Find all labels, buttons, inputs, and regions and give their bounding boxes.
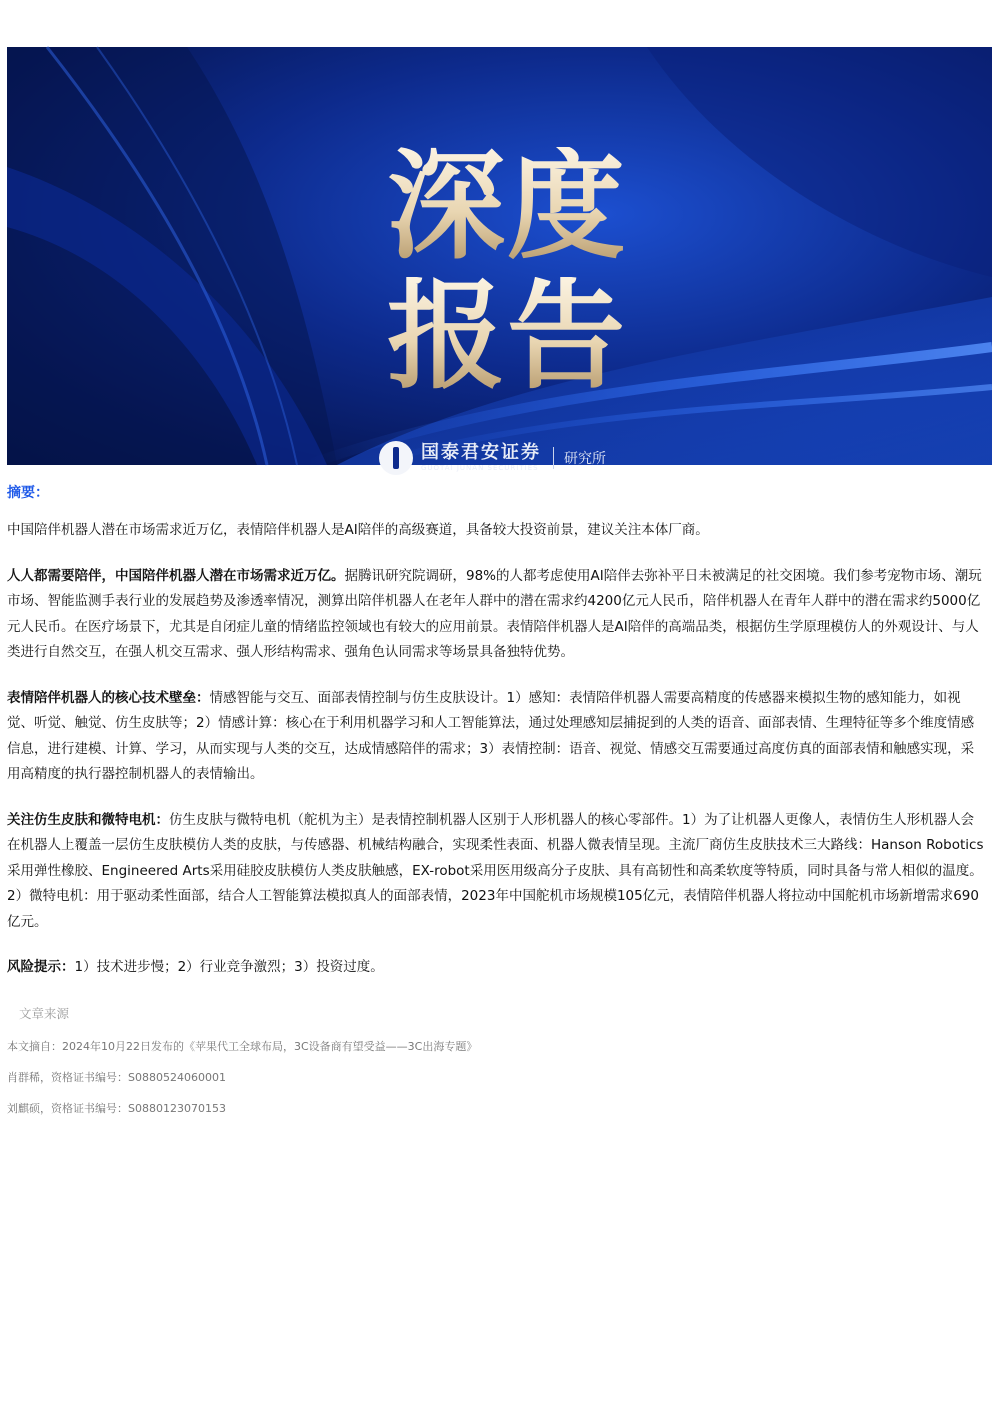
brand-logo-block: [379, 440, 606, 476]
brand-name: [421, 444, 541, 472]
section-body: 据腾讯研究院调研，98%的人都考虑使用AI陪伴去弥补平日未被满足的社交困境。我们参考宠物市场、潮玩市场、智能监测手表行业的发展趋势及渗透率情况，测算出陪伴机器人在老年人群中的潜在需求约4200亿元人民币，陪伴机器人在青年人群中的潜在需求约5000亿元人民币。在医疗场景下，尤其是自闭症儿童的情绪监控领域也有较大的应用前景。表情陪伴机器人是AI陪伴的高端品类，根据仿生学原理模仿人的外观设计、与人类进行自然交互，在强人机交互需求、强人形结构需求、强角色认同需求等场景具备独特优势。: [7, 567, 982, 660]
source-excerpt: 本文摘自：2024年10月22日发布的《苹果代工全球布局，3C设备商有望受益——3C出海专题》: [7, 1039, 478, 1053]
section-heading: 表情陪伴机器人的核心技术壁垒：: [7, 689, 210, 706]
brand-department: 研究所: [564, 451, 606, 467]
brand-name-en: GUOTAI JUNAN SECURITIES: [421, 464, 539, 472]
section-paragraph: [7, 564, 987, 666]
section-heading: 人人都需要陪伴，中国陪伴机器人潜在市场需求近万亿。: [7, 567, 345, 584]
intro-paragraph: 中国陪伴机器人潜在市场需求近万亿，表情陪伴机器人是AI陪伴的高级赛道，具备较大投资前景，建议关注本体厂商。: [7, 522, 709, 538]
banner-title-line2: 报告: [377, 277, 637, 395]
risk-paragraph: [7, 955, 987, 981]
article-body: [7, 476, 987, 1115]
author-line: 肖群稀，资格证书编号：S0880524060001: [7, 1070, 226, 1084]
report-banner: [7, 47, 992, 472]
company-logo-icon: [379, 441, 413, 475]
author-line: 刘麒硕，资格证书编号：S0880123070153: [7, 1101, 226, 1115]
section-body: 仿生皮肤与微特电机（舵机为主）是表情控制机器人区别于人形机器人的核心零部件。1）为了让机器人更像人，表情仿生人形机器人会在机器人上覆盖一层仿生皮肤模仿人类的皮肤，与传感器、机械结构融合，实现柔性表面、机器人微表情呈现。主流厂商仿生皮肤技术三大路线：Hanson Robotics采用弹性橡胶、Engineered Arts采用硅胶皮肤模仿人类皮肤触感，EX-robot采用医用级高分子皮肤、具有高韧性和高柔软度等特质，同时具备与常人相似的温度。2）微特电机：用于驱动柔性面部，结合人工智能算法模拟真人的面部表情，2023年中国舵机市场规模105亿元，表情陪伴机器人将拉动中国舵机市场新增需求690亿元。: [7, 811, 984, 930]
section-body: 1）技术进步慢；2）行业竞争激烈；3）投资过度。: [74, 959, 384, 975]
brand-divider: [553, 447, 554, 469]
section-body: 情感智能与交互、面部表情控制与仿生皮肤设计。1）感知：表情陪伴机器人需要高精度的传感器来模拟生物的感知能力，如视觉、听觉、触觉、仿生皮肤等；2）情感计算：核心在于利用机器学习和人工智能算法，通过处理感知层捕捉到的人类的语音、面部表情、生理特征等多个维度情感信息，进行建模、计算、学习，从而实现与人类的交互，达成情感陪伴的需求；3）表情控制：语音、视觉、情感交互需要通过高度仿真的面部表情和触感实现，采用高精度的执行器控制机器人的表情输出。: [7, 689, 975, 782]
summary-label: 摘要：: [7, 485, 49, 501]
section-heading: 关注仿生皮肤和微特电机：: [7, 811, 169, 828]
section-heading: 风险提示：: [7, 959, 75, 975]
banner-title-line1: 深度: [377, 147, 637, 265]
source-title: 文章来源: [19, 1005, 70, 1021]
brand-name-cn: 国泰君安证券: [421, 442, 541, 463]
section-paragraph: [7, 808, 987, 936]
section-paragraph: [7, 686, 987, 788]
